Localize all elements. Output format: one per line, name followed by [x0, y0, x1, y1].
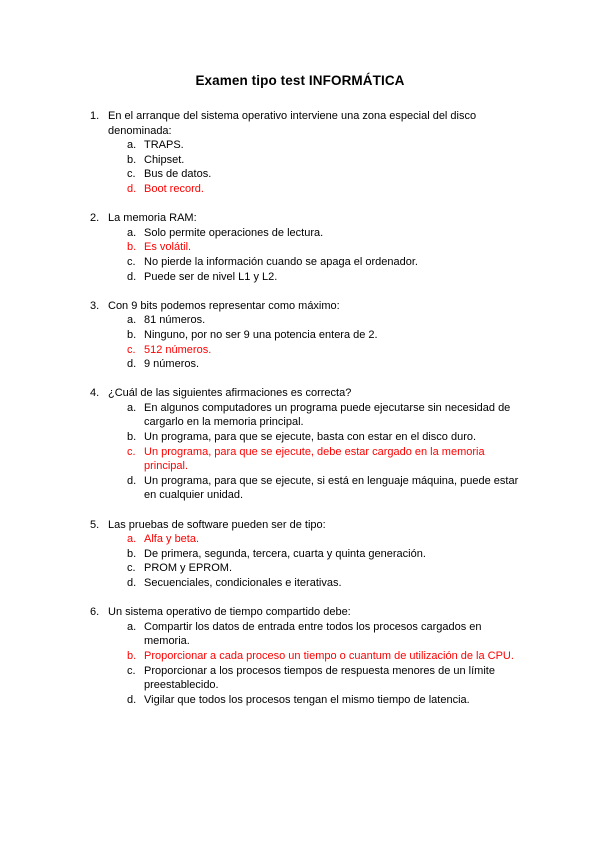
- correct-option: [0, 240, 600, 255]
- option-letter: c.: [127, 562, 136, 575]
- option-letter: b.: [127, 547, 137, 560]
- option-list: [0, 620, 600, 708]
- option-letter: c.: [127, 343, 136, 356]
- option-letter: a.: [127, 533, 137, 546]
- option-letter: a.: [127, 401, 137, 414]
- option-text: No pierde la información cuando se apaga el ordenador.: [144, 255, 418, 268]
- option-letter: b.: [127, 649, 137, 662]
- option: [0, 167, 600, 182]
- question-text: Con 9 bits podemos representar como máximo:: [108, 299, 340, 312]
- option-text: Proporcionar a cada proceso un tiempo o cuantum de utilización de la CPU.: [144, 649, 514, 662]
- question-text: Un sistema operativo de tiempo compartido debe:: [108, 606, 351, 619]
- option-text: 512 números.: [144, 343, 212, 356]
- option-text: Vigilar que todos los procesos tengan el mismo tiempo de latencia.: [144, 693, 470, 706]
- option-letter: c.: [127, 168, 136, 181]
- question-number: 1.: [90, 110, 100, 122]
- option: [0, 620, 600, 649]
- correct-option: [0, 532, 600, 547]
- option-text: Un programa, para que se ejecute, basta con estar en el disco duro.: [144, 431, 477, 444]
- option-text: Es volátil.: [144, 241, 192, 254]
- option-text: Compartir los datos de entrada entre todos los procesos cargados en memoria.: [144, 620, 482, 648]
- question-text: ¿Cuál de las siguientes afirmaciones es correcta?: [108, 387, 352, 400]
- option-letter: d.: [127, 358, 137, 371]
- option-letter: a.: [127, 314, 137, 327]
- question-number: 3.: [90, 299, 100, 312]
- question-number: 4.: [90, 387, 100, 400]
- option-letter: c.: [127, 255, 136, 268]
- option: [0, 474, 600, 503]
- option-text: Solo permite operaciones de lectura.: [144, 226, 324, 239]
- option: [0, 576, 600, 591]
- option-text: Ninguno, por no ser 9 una potencia entera de 2.: [144, 328, 378, 341]
- correct-option: [0, 343, 600, 358]
- option-text: Un programa, para que se ejecute, si está en lenguaje máquina, puede estar en cualquier unidad.: [144, 474, 519, 502]
- correct-option: [0, 445, 600, 474]
- page-title: Examen tipo test INFORMÁTICA: [195, 73, 405, 88]
- option: [0, 561, 600, 576]
- correct-option: [0, 182, 600, 197]
- option-letter: d.: [127, 577, 137, 589]
- option: [0, 547, 600, 562]
- option-text: Secuenciales, condicionales e iterativas.: [144, 577, 342, 589]
- option: [0, 357, 600, 372]
- option: [0, 313, 600, 328]
- question-5: [0, 518, 600, 591]
- option-text: 81 números.: [144, 314, 206, 327]
- option: [0, 270, 600, 285]
- option-list: [0, 226, 600, 284]
- option-text: De primera, segunda, tercera, cuarta y quinta generación.: [144, 547, 426, 560]
- option-letter: b.: [127, 431, 137, 444]
- option-text: Alfa y beta.: [144, 533, 200, 546]
- question-2: [0, 211, 600, 284]
- option-letter: a.: [127, 226, 137, 239]
- option: [0, 401, 600, 430]
- option-text: Bus de datos.: [144, 168, 212, 181]
- question-4: [0, 386, 600, 503]
- option-text: Boot record.: [144, 182, 204, 195]
- option-list: [0, 401, 600, 503]
- option: [0, 664, 600, 693]
- option: [0, 693, 600, 708]
- question-text: Las pruebas de software pueden ser de tipo:: [108, 518, 326, 531]
- correct-option: [0, 649, 600, 664]
- option-letter: a.: [127, 620, 137, 633]
- option-letter: b.: [127, 328, 137, 341]
- question-3: [0, 299, 600, 372]
- option-letter: d.: [127, 270, 137, 283]
- question-text: La memoria RAM:: [108, 212, 197, 225]
- option-text: Un programa, para que se ejecute, debe estar cargado en la memoria principal.: [144, 445, 485, 473]
- option-list: [0, 532, 600, 590]
- option: [0, 153, 600, 168]
- option: [0, 255, 600, 270]
- question-number: 5.: [90, 518, 100, 531]
- option-list: [0, 313, 600, 371]
- question-list: [0, 109, 600, 722]
- option: [0, 430, 600, 445]
- option-letter: c.: [127, 664, 136, 677]
- option-letter: a.: [127, 139, 137, 152]
- option-list: [0, 138, 600, 196]
- option-letter: d.: [127, 474, 137, 487]
- option: [0, 226, 600, 241]
- option-letter: b.: [127, 241, 137, 254]
- option-text: Chipset.: [144, 153, 185, 166]
- option-text: PROM y EPROM.: [144, 562, 233, 575]
- option-text: Puede ser de nivel L1 y L2.: [144, 270, 278, 283]
- option-text: Proporcionar a los procesos tiempos de respuesta menores de un límite preestablecido.: [144, 664, 495, 692]
- question-number: 6.: [90, 606, 100, 619]
- option-letter: c.: [127, 445, 136, 458]
- option-text: 9 números.: [144, 358, 200, 371]
- question-1: [0, 109, 600, 197]
- option: [0, 138, 600, 153]
- option-text: En algunos computadores un programa puede ejecutarse sin necesidad de cargarlo en la memoria principal.: [144, 401, 511, 429]
- question-6: [0, 605, 600, 707]
- option-text: TRAPS.: [144, 139, 184, 152]
- question-text: En el arranque del sistema operativo interviene una zona especial del disco denominada:: [108, 110, 477, 137]
- option-letter: d.: [127, 693, 137, 706]
- option: [0, 328, 600, 343]
- option-letter: d.: [127, 182, 137, 195]
- option-letter: b.: [127, 153, 137, 166]
- question-number: 2.: [90, 212, 100, 225]
